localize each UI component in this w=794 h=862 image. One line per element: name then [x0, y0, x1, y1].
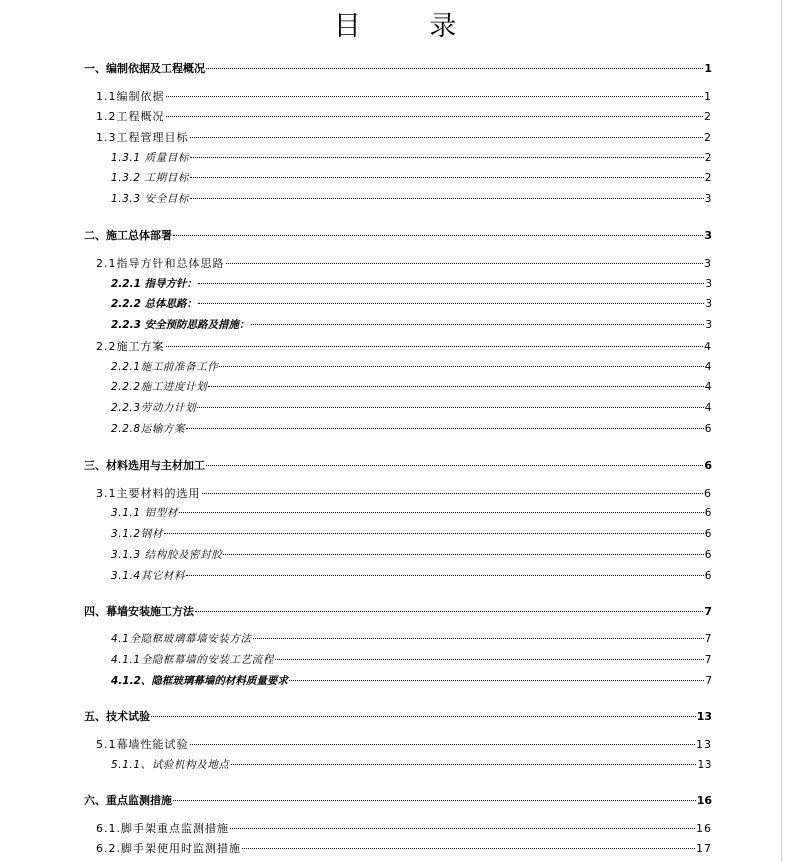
- toc-entry-page: 7: [704, 605, 712, 618]
- toc-entry[interactable]: [96, 88, 712, 104]
- toc-entry[interactable]: [111, 652, 712, 668]
- leader-dots: [190, 198, 704, 199]
- toc-entry-label: 3.1.4其它材料: [111, 570, 186, 582]
- toc-entry-page: 6: [704, 528, 712, 540]
- toc-entry[interactable]: [96, 255, 712, 271]
- toc-entry-label: 1.3.2 工期目标: [111, 172, 190, 184]
- toc-entry-label: 三、材料选用与主材加工: [84, 459, 205, 472]
- toc-entry-page: 3: [705, 278, 712, 290]
- leader-dots: [173, 235, 703, 236]
- toc-entry-page: 7: [704, 633, 712, 645]
- toc-entry[interactable]: [96, 736, 712, 752]
- toc-entry[interactable]: [111, 317, 712, 333]
- toc-entry-label: 六、重点监测措施: [84, 794, 172, 807]
- leader-dots: [166, 346, 704, 347]
- toc-entry-label: 2.2施工方案: [96, 340, 165, 353]
- toc-entry-page: 6: [704, 507, 712, 519]
- toc-entry-page: 13: [696, 738, 712, 751]
- toc-entry-label: 2.2.8运输方案: [111, 423, 186, 435]
- toc-entry-page: 13: [696, 710, 712, 723]
- toc-entry[interactable]: [111, 359, 712, 375]
- toc-entry-page: 3: [705, 319, 712, 331]
- leader-dots: [242, 848, 695, 849]
- toc-entry-page: 7: [705, 675, 712, 687]
- page-title: 目 录: [333, 11, 487, 42]
- toc-entry-page: 6: [704, 549, 712, 561]
- toc-entry-label: 四、幕墙安装施工方法: [84, 605, 194, 618]
- leader-dots: [186, 428, 704, 429]
- toc-entry[interactable]: [111, 568, 712, 584]
- leader-dots: [190, 157, 704, 158]
- toc-entry[interactable]: [96, 840, 712, 856]
- toc-entry-section-1[interactable]: [84, 60, 712, 76]
- leader-dots: [198, 303, 704, 304]
- toc-entry-page: 2: [704, 152, 712, 164]
- toc-entry-page: 2: [704, 110, 712, 123]
- leader-dots: [219, 366, 703, 367]
- toc-entry-label: 二、施工总体部署: [84, 229, 172, 242]
- toc-entry-page: 4: [704, 402, 712, 414]
- toc-entry-label: 2.2.1施工前准备工作: [111, 361, 219, 373]
- toc-entry-page: 3: [704, 229, 712, 242]
- toc-entry[interactable]: [111, 191, 712, 207]
- toc-entry-label: 2.2.1 指导方针：: [111, 278, 198, 290]
- toc-entry[interactable]: [111, 296, 712, 312]
- toc-entry-label: 五、技术试验: [84, 710, 150, 723]
- toc-entry-page: 4: [704, 361, 712, 373]
- leader-dots: [186, 575, 704, 576]
- toc-entry-page: 13: [697, 759, 712, 771]
- leader-dots: [166, 116, 704, 117]
- toc-entry[interactable]: [111, 526, 712, 542]
- leader-dots: [190, 744, 696, 745]
- toc-entry-label: 5.1幕墙性能试验: [96, 738, 189, 751]
- toc-entry[interactable]: [111, 400, 712, 416]
- toc-entry-label: 4.1.1全隐框幕墙的安装工艺流程: [111, 654, 274, 666]
- toc-entry-page: 16: [696, 794, 712, 807]
- toc-entry-page: 2: [704, 131, 712, 144]
- toc-entry-label: 1.1编制依据: [96, 90, 165, 103]
- toc-entry-page: 6: [704, 487, 712, 500]
- toc-entry-label: 1.3.3 安全目标: [111, 193, 190, 205]
- toc-entry-label: 3.1.1 铝型材: [111, 507, 178, 519]
- leader-dots: [226, 263, 704, 264]
- toc-entry-label: 2.2.3劳动力计划: [111, 402, 197, 414]
- leader-dots: [179, 512, 704, 513]
- leader-dots: [223, 554, 703, 555]
- leader-dots: [151, 716, 696, 717]
- toc-entry-page: 3: [704, 257, 712, 270]
- leader-dots: [173, 800, 696, 801]
- toc-entry-page: 4: [704, 340, 712, 353]
- leader-dots: [208, 386, 703, 387]
- leader-dots: [164, 533, 704, 534]
- toc-entry[interactable]: [111, 170, 712, 186]
- toc-entry[interactable]: [96, 338, 712, 354]
- toc-entry-label: 1.2工程概况: [96, 110, 165, 123]
- toc-entry-page: 17: [696, 842, 712, 855]
- leader-dots: [206, 68, 703, 69]
- leader-dots: [230, 828, 695, 829]
- leader-dots: [166, 96, 704, 97]
- toc-entry-page: 1: [704, 90, 712, 103]
- toc-entry-section-2[interactable]: [84, 227, 712, 243]
- page-edge-line: [781, 0, 782, 862]
- toc-entry-page: 6: [704, 570, 712, 582]
- leader-dots: [190, 137, 704, 138]
- leader-dots: [202, 493, 704, 494]
- toc-entry[interactable]: [96, 820, 712, 836]
- toc-entry[interactable]: [111, 631, 712, 647]
- toc-entry[interactable]: [96, 485, 712, 501]
- toc-entry[interactable]: [96, 108, 712, 124]
- leader-dots: [195, 611, 703, 612]
- toc-entry-section-4[interactable]: [84, 603, 712, 619]
- toc-entry-section-6[interactable]: [84, 792, 712, 808]
- leader-dots: [231, 764, 697, 765]
- leader-dots: [251, 324, 705, 325]
- toc-entry-label: 4.1.2、隐框玻璃幕墙的材料质量要求: [111, 675, 288, 687]
- toc-entry-page: 6: [704, 423, 712, 435]
- leader-dots: [275, 659, 704, 660]
- toc-entry-label: 2.2.2 总体思路：: [111, 298, 198, 310]
- leader-dots: [253, 638, 704, 639]
- leader-dots: [198, 283, 704, 284]
- toc-entry[interactable]: [111, 757, 712, 773]
- toc-entry[interactable]: [111, 547, 712, 563]
- leader-dots: [197, 407, 704, 408]
- toc-entry-label: 6.2.脚手架使用时监测措施: [96, 842, 241, 855]
- toc-entry-label: 2.2.3 安全预防思路及措施：: [111, 319, 250, 331]
- toc-entry-page: 1: [704, 62, 712, 75]
- toc-entry-label: 3.1主要材料的选用: [96, 487, 201, 500]
- toc-entry-label: 1.3工程管理目标: [96, 131, 189, 144]
- toc-entry-page: 7: [704, 654, 712, 666]
- leader-dots: [190, 177, 704, 178]
- toc-entry[interactable]: [111, 421, 712, 437]
- toc-entry-label: 2.1指导方针和总体思路: [96, 257, 225, 270]
- leader-dots: [289, 680, 704, 681]
- toc-entry-section-5[interactable]: [84, 708, 712, 724]
- toc-entry-label: 4.1全隐框玻璃幕墙安装方法: [111, 633, 252, 645]
- toc-entry-page: 4: [704, 381, 712, 393]
- toc-entry[interactable]: [111, 673, 712, 689]
- toc-entry[interactable]: [111, 505, 712, 521]
- toc-entry-label: 3.1.2钢材: [111, 528, 163, 540]
- toc-entry-page: 16: [696, 822, 712, 835]
- toc-entry-label: 3.1.3 结构胶及密封胶: [111, 549, 223, 561]
- toc-entry[interactable]: [111, 276, 712, 292]
- toc-entry-label: 2.2.2施工进度计划: [111, 381, 208, 393]
- toc-entry-label: 6.1.脚手架重点监测措施: [96, 822, 229, 835]
- toc-entry-page: 3: [705, 298, 712, 310]
- toc-entry-label: 5.1.1、试验机构及地点: [111, 759, 230, 771]
- toc-entry-page: 2: [704, 172, 712, 184]
- toc-entry[interactable]: [111, 150, 712, 166]
- toc-entry-label: 一、编制依据及工程概况: [84, 62, 205, 75]
- toc-entry-page: 3: [704, 193, 712, 205]
- toc-entry-section-3[interactable]: [84, 457, 712, 473]
- toc-entry-page: 6: [704, 459, 712, 472]
- toc-entry[interactable]: [96, 129, 712, 145]
- toc-entry[interactable]: [111, 379, 712, 395]
- toc-entry-label: 1.3.1 质量目标: [111, 152, 190, 164]
- leader-dots: [206, 465, 703, 466]
